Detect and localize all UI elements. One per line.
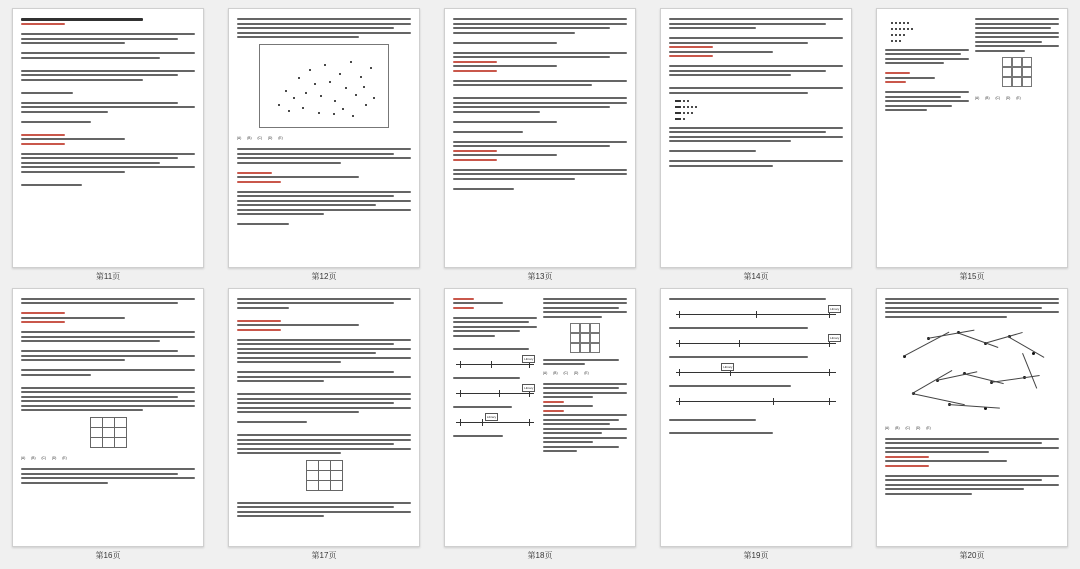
dot-array-figure <box>891 21 969 43</box>
page-thumbnail-20[interactable] <box>876 288 1068 548</box>
page-label: 第16页 <box>95 551 121 560</box>
answer-choices: (A) (B) (C) (D) (E) <box>543 370 589 375</box>
answer-choices: (A) (B) (C) (D) (E) <box>21 456 67 460</box>
page-thumbnail-12[interactable] <box>228 8 420 268</box>
page-label: 第18页 <box>527 551 553 560</box>
scatter-plot-figure <box>259 44 390 128</box>
page-label: 第12页 <box>311 271 337 281</box>
answer-choices: (A) (B) (C) (D) (E) <box>885 425 931 430</box>
tic-tac-grid-figure <box>570 323 600 353</box>
timeline-figure: Library <box>453 355 537 371</box>
page-thumbnail-13[interactable] <box>444 8 636 268</box>
page-label: 第13页 <box>527 271 553 281</box>
page-label: 第17页 <box>311 551 337 560</box>
timeline-figure: Library <box>669 305 843 321</box>
page-thumbnail-cell[interactable] <box>444 288 636 562</box>
page-thumbnail-18[interactable] <box>444 288 636 548</box>
timeline-figure: Library <box>453 413 537 429</box>
page-thumbnail-cell[interactable] <box>12 288 204 562</box>
half-score-table <box>306 460 343 491</box>
page-thumbnail-cell[interactable] <box>876 288 1068 562</box>
page-thumbnail-grid <box>12 8 1068 561</box>
page-thumbnail-cell[interactable] <box>876 8 1068 282</box>
page-thumbnail-11[interactable] <box>12 8 204 268</box>
answer-choices: (A) (B) (C) (D) (E) <box>237 136 283 140</box>
page-thumbnail-16[interactable] <box>12 288 204 548</box>
page-thumbnail-cell[interactable] <box>12 8 204 282</box>
timeline-figure <box>669 392 843 408</box>
page-thumbnail-cell[interactable] <box>228 288 420 562</box>
stats-table <box>90 417 127 448</box>
dot-plot-figure <box>675 99 843 121</box>
page-thumbnail-cell[interactable] <box>228 8 420 282</box>
page-label: 第19页 <box>743 551 769 560</box>
page-thumbnail-cell[interactable] <box>660 288 852 562</box>
page-thumbnail-17[interactable] <box>228 288 420 548</box>
page-thumbnail-15[interactable] <box>876 8 1068 268</box>
page-label: 第20页 <box>959 551 985 560</box>
page-label: 第11页 <box>95 271 121 281</box>
number-grid-figure <box>1002 57 1032 87</box>
timeline-figure: Library <box>669 334 843 350</box>
page-label: 第14页 <box>743 271 769 281</box>
timeline-figure: Library <box>453 384 537 400</box>
timeline-figure: Library <box>669 363 843 379</box>
page-thumbnail-19[interactable] <box>660 288 852 548</box>
page-label: 第15页 <box>959 271 985 281</box>
answer-choices: (A) (B) (C) (D) (E) <box>975 95 1021 100</box>
page-thumbnail-cell[interactable] <box>660 8 852 282</box>
page-thumbnail-cell[interactable] <box>444 8 636 282</box>
page-thumbnail-14[interactable] <box>660 8 852 268</box>
polygon-figure <box>897 324 1047 416</box>
